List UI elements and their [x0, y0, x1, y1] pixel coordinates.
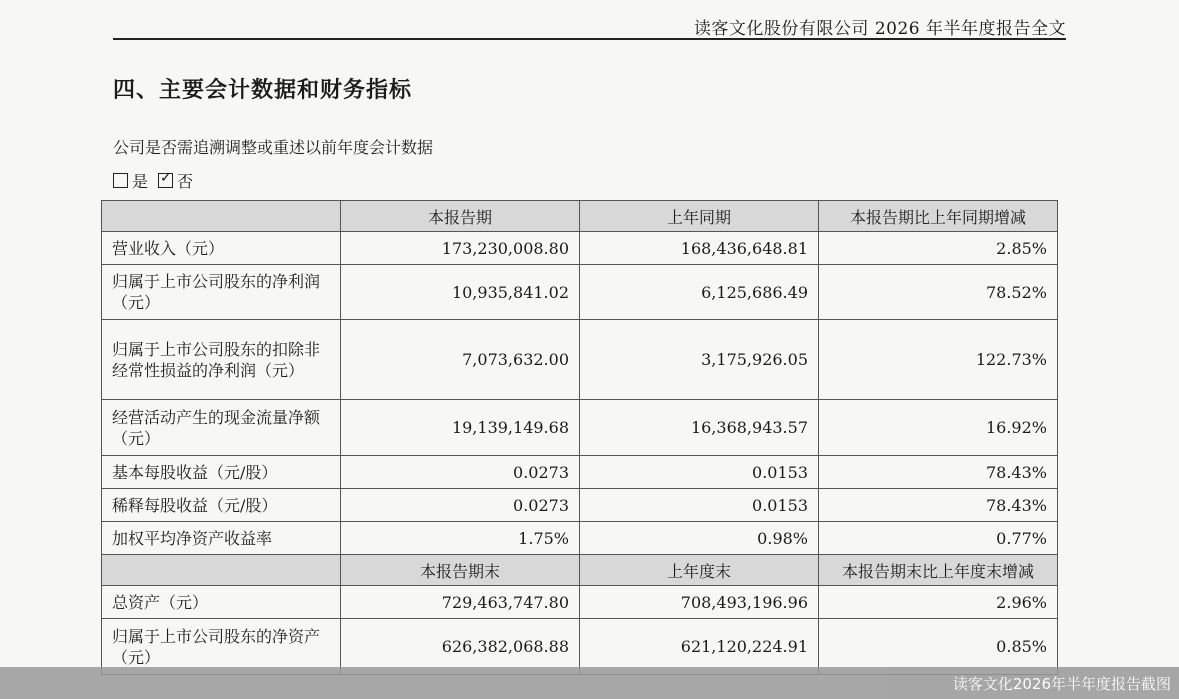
previous-value: 0.0153 — [580, 489, 819, 522]
current-value: 729,463,747.80 — [341, 586, 580, 619]
change-value: 122.73% — [819, 320, 1058, 400]
change-value: 78.43% — [819, 456, 1058, 489]
table-row — [102, 320, 1058, 400]
header-cell: 本报告期末 — [341, 555, 580, 586]
financial-data-table — [101, 200, 1058, 675]
previous-value: 3,175,926.05 — [580, 320, 819, 400]
current-value: 19,139,149.68 — [341, 400, 580, 456]
checkbox-checked-icon: ✓ — [160, 170, 172, 186]
previous-value: 621,120,224.91 — [580, 619, 819, 675]
change-value: 2.85% — [819, 232, 1058, 265]
previous-value: 168,436,648.81 — [580, 232, 819, 265]
table-row — [102, 265, 1058, 320]
row-label: 基本每股收益（元/股） — [102, 456, 341, 489]
restatement-question: 公司是否需追溯调整或重述以前年度会计数据 — [113, 138, 434, 157]
table-row — [102, 456, 1058, 489]
previous-value: 708,493,196.96 — [580, 586, 819, 619]
header-cell: 上年同期 — [580, 201, 819, 232]
row-label: 归属于上市公司股东的净资产（元） — [102, 619, 341, 675]
change-value: 78.43% — [819, 489, 1058, 522]
current-value: 0.0273 — [341, 489, 580, 522]
section-title: 四、主要会计数据和财务指标 — [113, 78, 413, 103]
row-label: 归属于上市公司股东的净利润（元） — [102, 265, 341, 320]
option-yes[interactable] — [113, 169, 148, 192]
table-row — [102, 586, 1058, 619]
checkbox-unchecked-icon — [113, 173, 128, 188]
header-cell: 上年度末 — [580, 555, 819, 586]
option-no[interactable] — [158, 169, 193, 192]
current-value: 0.0273 — [341, 456, 580, 489]
watermark-bar — [0, 667, 1179, 699]
previous-value: 0.0153 — [580, 456, 819, 489]
image-caption: 读客文化2026年半年度报告截图 — [952, 675, 1171, 693]
current-value: 626,382,068.88 — [341, 619, 580, 675]
option-yes-label: 是 — [132, 172, 149, 191]
change-value: 2.96% — [819, 586, 1058, 619]
table-row — [102, 400, 1058, 456]
current-value: 1.75% — [341, 522, 580, 555]
header-cell — [102, 201, 341, 232]
row-label: 归属于上市公司股东的扣除非经常性损益的净利润（元） — [102, 320, 341, 400]
row-label: 稀释每股收益（元/股） — [102, 489, 341, 522]
row-label: 总资产（元） — [102, 586, 341, 619]
row-label: 营业收入（元） — [102, 232, 341, 265]
change-value: 16.92% — [819, 400, 1058, 456]
report-header — [113, 12, 1066, 40]
table-row — [102, 232, 1058, 265]
change-value: 0.77% — [819, 522, 1058, 555]
previous-value: 16,368,943.57 — [580, 400, 819, 456]
row-label: 加权平均净资产收益率 — [102, 522, 341, 555]
option-no-label: 否 — [177, 172, 194, 191]
previous-value: 0.98% — [580, 522, 819, 555]
change-value: 78.52% — [819, 265, 1058, 320]
change-value: 0.85% — [819, 619, 1058, 675]
header-cell: 本报告期末比上年度末增减 — [819, 555, 1058, 586]
report-title: 读客文化股份有限公司 2026 年半年度报告全文 — [693, 19, 1066, 39]
table-row — [102, 522, 1058, 555]
current-value: 7,073,632.00 — [341, 320, 580, 400]
table-header-row — [102, 555, 1058, 586]
table-row — [102, 489, 1058, 522]
header-cell: 本报告期比上年同期增减 — [819, 201, 1058, 232]
restatement-options — [113, 169, 193, 192]
current-value: 10,935,841.02 — [341, 265, 580, 320]
previous-value: 6,125,686.49 — [580, 265, 819, 320]
row-label: 经营活动产生的现金流量净额（元） — [102, 400, 341, 456]
header-cell: 本报告期 — [341, 201, 580, 232]
table-header-row — [102, 201, 1058, 232]
header-cell — [102, 555, 341, 586]
current-value: 173,230,008.80 — [341, 232, 580, 265]
